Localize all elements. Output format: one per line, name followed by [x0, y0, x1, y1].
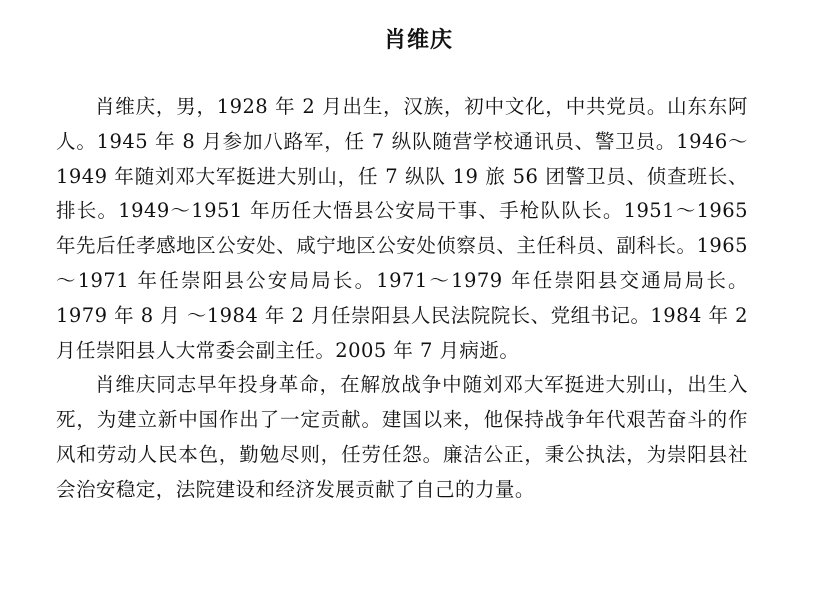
document-title: 肖维庆	[383, 27, 453, 53]
document-body	[56, 90, 748, 508]
evaluation-paragraph: 肖维庆同志早年投身革命，在解放战争中随刘邓大军挺进大别山，出生入死，为建立新中国作出了一定贡献。建国以来，他保持战争年代艰苦奋斗的作风和劳动人民本色，勤勉尽则，任劳任怨。廉洁公正，秉公执法，为崇阳县社会治安稳定，法院建设和经济发展贡献了自己的力量。	[56, 373, 748, 501]
biography-paragraph: 肖维庆，男，1928 年 2 月出生，汉族，初中文化，中共党员。山东东阿人。1945 年 8 月参加八路军，任 7 纵队随营学校通讯员、警卫员。1946～1949 年随刘邓大军挺进大别山，任 7 纵队 19 旅 56 团警卫员、侦查班长、排长。1949～1951 年历任大悟县公安局干事、手枪队队长。1951～1965 年先后任孝感地区公安处、咸宁地区公安处侦察员、主任科员、副科长。1965～1971 年任崇阳县公安局局长。1971～1979 年任崇阳县交通局局长。1979 年 8 月 ～1984 年 2 月任崇阳县人民法院院长、党组书记。1984 年 2 月任崇阳县人大常委会副主任。2005 年 7 月病逝。	[56, 95, 748, 362]
